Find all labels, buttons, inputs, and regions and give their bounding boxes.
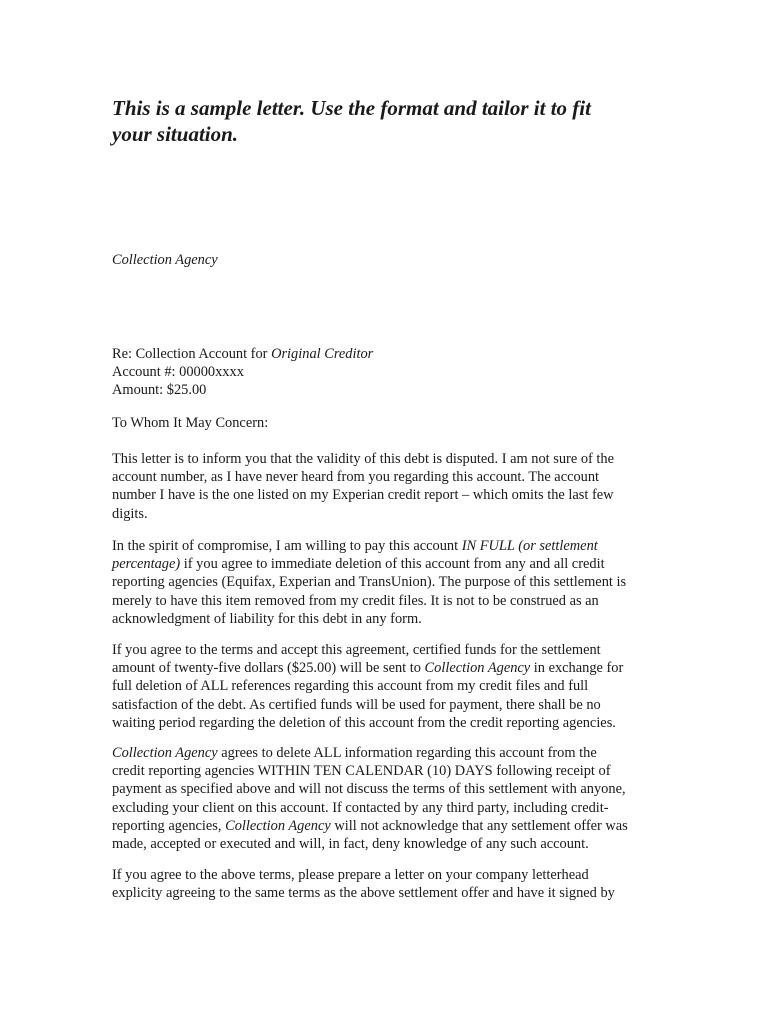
re-prefix: Re: Collection Account for (112, 346, 272, 362)
greeting: To Whom It May Concern: (112, 415, 269, 431)
paragraph-deletion (112, 744, 657, 853)
text-run: In the spirit of compromise, I am willing to pay this account (112, 538, 462, 554)
paragraph-line: excluding your client on this account. If contacted by any third party, including credit- (112, 799, 609, 816)
account-number: Account #: 00000xxxx (112, 364, 244, 381)
text-run: in exchange for (530, 660, 624, 677)
re-line (112, 345, 657, 363)
paragraph-line: credit reporting agencies WITHIN TEN CALENDAR (10) DAYS following receipt of (112, 763, 611, 780)
reference-block (112, 345, 657, 400)
text-run-italic: Collection Agency (424, 660, 531, 677)
text-run-italic: IN FULL (or settlement (461, 538, 598, 554)
paragraph-compromise (112, 537, 657, 628)
paragraph-line: waiting period regarding the deletion of this account from the credit reporting agencies. (112, 714, 616, 731)
text-run-italic: percentage) (112, 556, 181, 573)
paragraph-line (112, 659, 657, 677)
text-run: if you agree to immediate deletion of this account from any and all credit (180, 556, 605, 573)
paragraph-letterhead (112, 866, 657, 902)
paragraph-line: full deletion of ALL references regarding this account from my credit files and full (112, 678, 589, 695)
paragraph-terms (112, 641, 657, 732)
paragraph-line: merely to have this item removed from my credit files. It is not to be construed as an (112, 592, 599, 609)
text-run: reporting agencies, (112, 817, 226, 834)
paragraph-line (112, 537, 657, 555)
sample-letter-heading (112, 95, 652, 147)
paragraph-line (112, 817, 657, 835)
paragraph-line: satisfaction of the debt. As certified funds will be used for payment, there shall be no (112, 696, 601, 713)
paragraph-line: explicity agreeing to the same terms as the above settlement offer and have it signed by (112, 885, 615, 902)
original-creditor: Original Creditor (271, 346, 374, 362)
paragraph-line (112, 555, 657, 573)
text-run: will not acknowledge that any settlement offer was (330, 817, 628, 834)
paragraph-line: If you agree to the terms and accept this agreement, certified funds for the settlement (112, 642, 601, 658)
paragraph-line: This letter is to inform you that the validity of this debt is disputed. I am not sure of the (112, 451, 614, 467)
heading-line-1: This is a sample letter. Use the format and tailor it to fit (112, 96, 591, 120)
paragraph-line: number I have is the one listed on my Experian credit report – which omits the last few (112, 487, 614, 504)
paragraph-line (112, 744, 657, 762)
recipient-name: Collection Agency (112, 252, 218, 268)
paragraph-line: digits. (112, 505, 148, 522)
text-run-italic: Collection Agency (112, 745, 218, 761)
heading-line-2: your situation. (112, 122, 239, 146)
paragraph-line: account number, as I have never heard from you regarding this account. The account (112, 469, 600, 486)
text-run: agrees to delete ALL information regarding this account from the (217, 745, 597, 761)
text-run-italic: Collection Agency (225, 817, 331, 834)
amount: Amount: $25.00 (112, 382, 207, 399)
text-run: amount of twenty-five dollars ($25.00) will be sent to (112, 660, 425, 677)
paragraph-line: reporting agencies (Equifax, Experian and TransUnion). The purpose of this settlement is (112, 574, 627, 591)
paragraph-dispute (112, 450, 657, 523)
paragraph-line: If you agree to the above terms, please prepare a letter on your company letterhead (112, 867, 589, 883)
paragraph-line: acknowledgment of liability for this debt in any form. (112, 610, 422, 627)
paragraph-line: payment as specified above and will not discuss the terms of this settlement with anyone, (112, 781, 626, 798)
paragraph-line: made, accepted or executed and will, in fact, deny knowledge of any such account. (112, 836, 589, 853)
